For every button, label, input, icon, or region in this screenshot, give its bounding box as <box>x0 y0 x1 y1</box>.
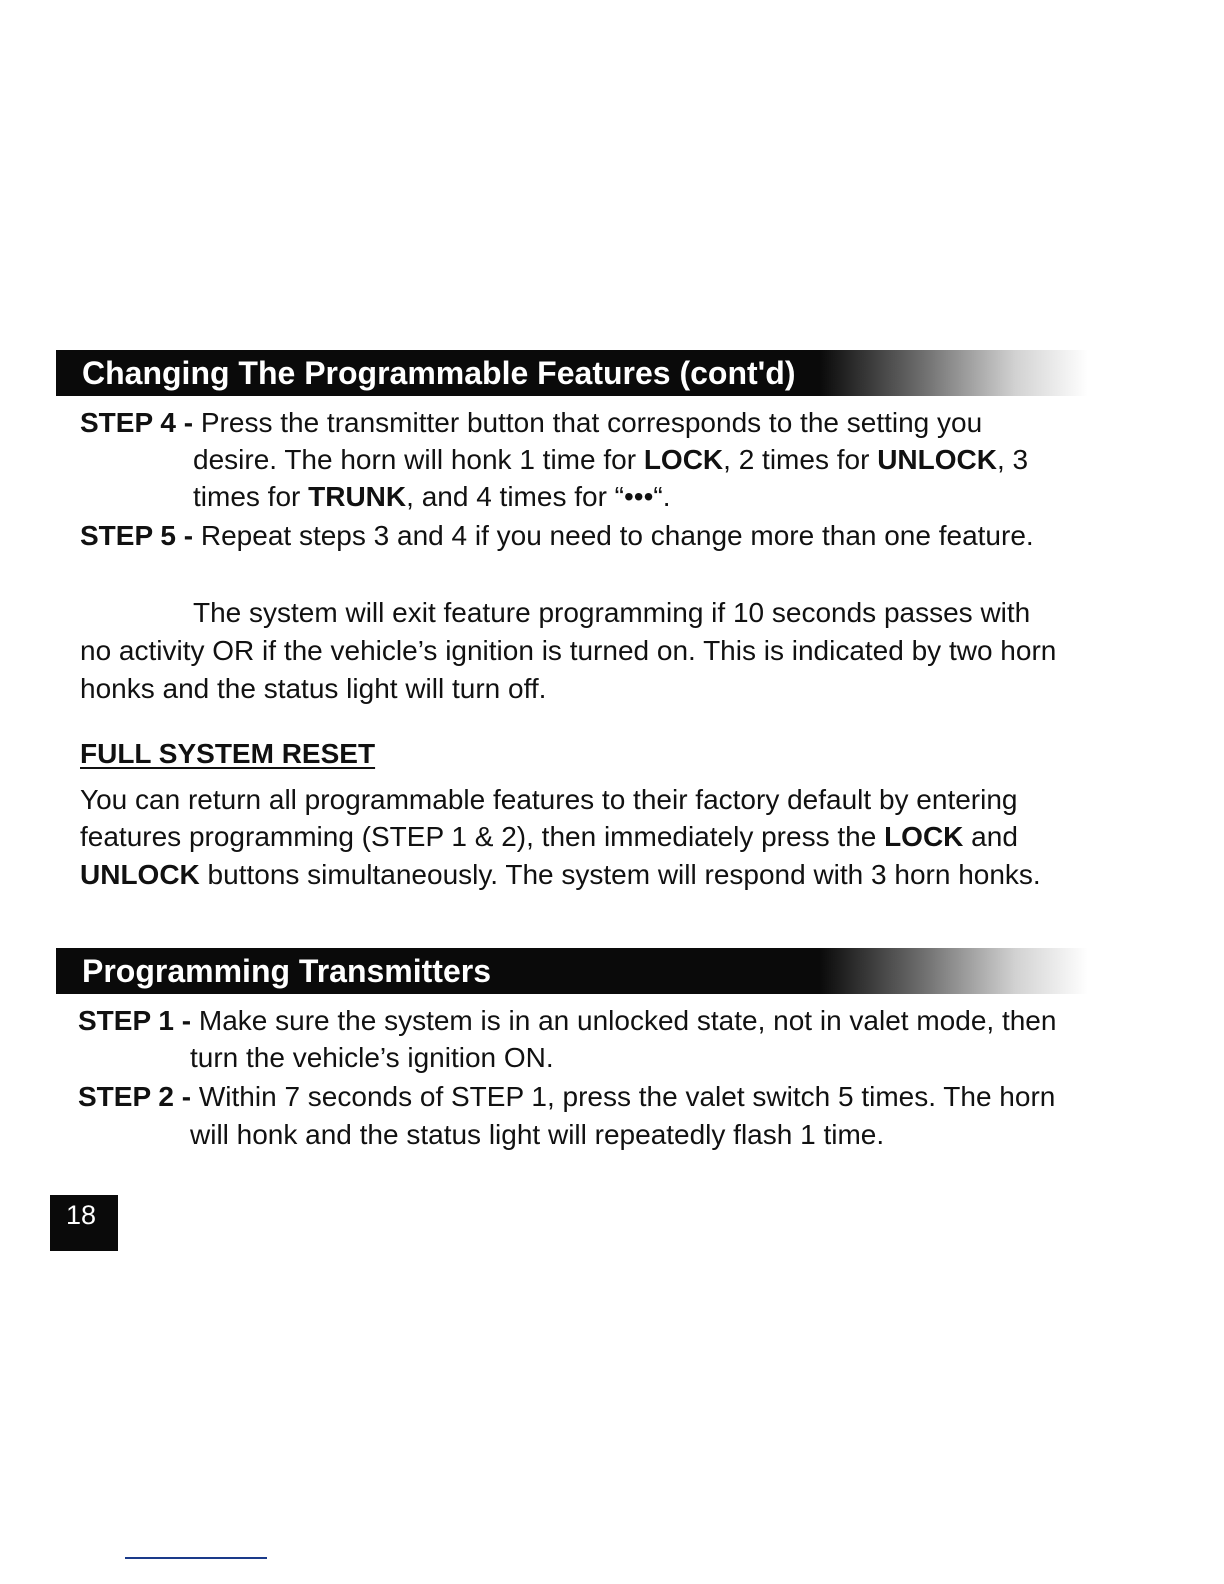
step4-text: , 3 <box>996 444 1029 475</box>
step1-line1 <box>78 1003 1056 1039</box>
step1-text: Make sure the system is in an unlocked state, not in valet mode, then <box>198 1005 1057 1036</box>
step2-text: Within 7 seconds of STEP 1, press the valet switch 5 times. The horn <box>198 1081 1056 1112</box>
reset-line1: You can return all programmable features to their factory default by entering <box>80 784 1018 815</box>
step4-line1 <box>80 405 982 441</box>
step2-label: STEP 2 - <box>78 1081 192 1112</box>
step4-text: desire. The horn will honk 1 time for <box>193 444 644 475</box>
page-number: 18 <box>50 1195 118 1251</box>
section-heading-changing-features <box>56 350 1088 396</box>
step4-text: , 2 times for <box>723 444 878 475</box>
section-heading-text: Programming Transmitters <box>82 953 491 989</box>
step5-line1 <box>80 518 1034 554</box>
step4-line3 <box>193 479 671 515</box>
unlock-keyword: UNLOCK <box>80 859 200 890</box>
exit-paragraph-line2: no activity OR if the vehicle’s ignition is turned on. This is indicated by two horn <box>80 635 1057 666</box>
full-system-reset-heading: FULL SYSTEM RESET <box>80 738 376 769</box>
reset-text: features programming (STEP 1 & 2), then immediately press the <box>80 821 885 852</box>
exit-paragraph-line1: The system will exit feature programming if 10 seconds passes with <box>193 597 1031 628</box>
section-heading-text: Changing The Programmable Features (cont'd) <box>82 355 796 391</box>
step4-line2 <box>193 442 1028 478</box>
exit-paragraph-line3: honks and the status light will turn off. <box>80 673 547 704</box>
section-heading-programming-transmitters <box>56 948 1088 994</box>
step1-label: STEP 1 - <box>78 1005 192 1036</box>
step1-line2: turn the vehicle’s ignition ON. <box>190 1042 554 1073</box>
reset-line3 <box>80 857 1041 893</box>
step4-label: STEP 4 - <box>80 407 194 438</box>
reset-line2 <box>80 819 1018 855</box>
step4-text: , and 4 times for “•••“. <box>406 481 671 512</box>
unlock-keyword: UNLOCK <box>877 444 997 475</box>
trunk-keyword: TRUNK <box>308 481 407 512</box>
step2-line1 <box>78 1079 1055 1115</box>
step5-text: Repeat steps 3 and 4 if you need to change more than one feature. <box>200 520 1034 551</box>
lock-keyword: LOCK <box>643 444 724 475</box>
step4-text: Press the transmitter button that corresponds to the setting you <box>200 407 983 438</box>
step5-label: STEP 5 - <box>80 520 194 551</box>
step2-line2: will honk and the status light will repeatedly flash 1 time. <box>190 1119 885 1150</box>
reset-text: buttons simultaneously. The system will respond with 3 horn honks. <box>199 859 1041 890</box>
lock-keyword: LOCK <box>884 821 964 852</box>
step4-text: times for <box>193 481 309 512</box>
reset-text: and <box>963 821 1018 852</box>
footer-rule <box>125 1557 267 1559</box>
